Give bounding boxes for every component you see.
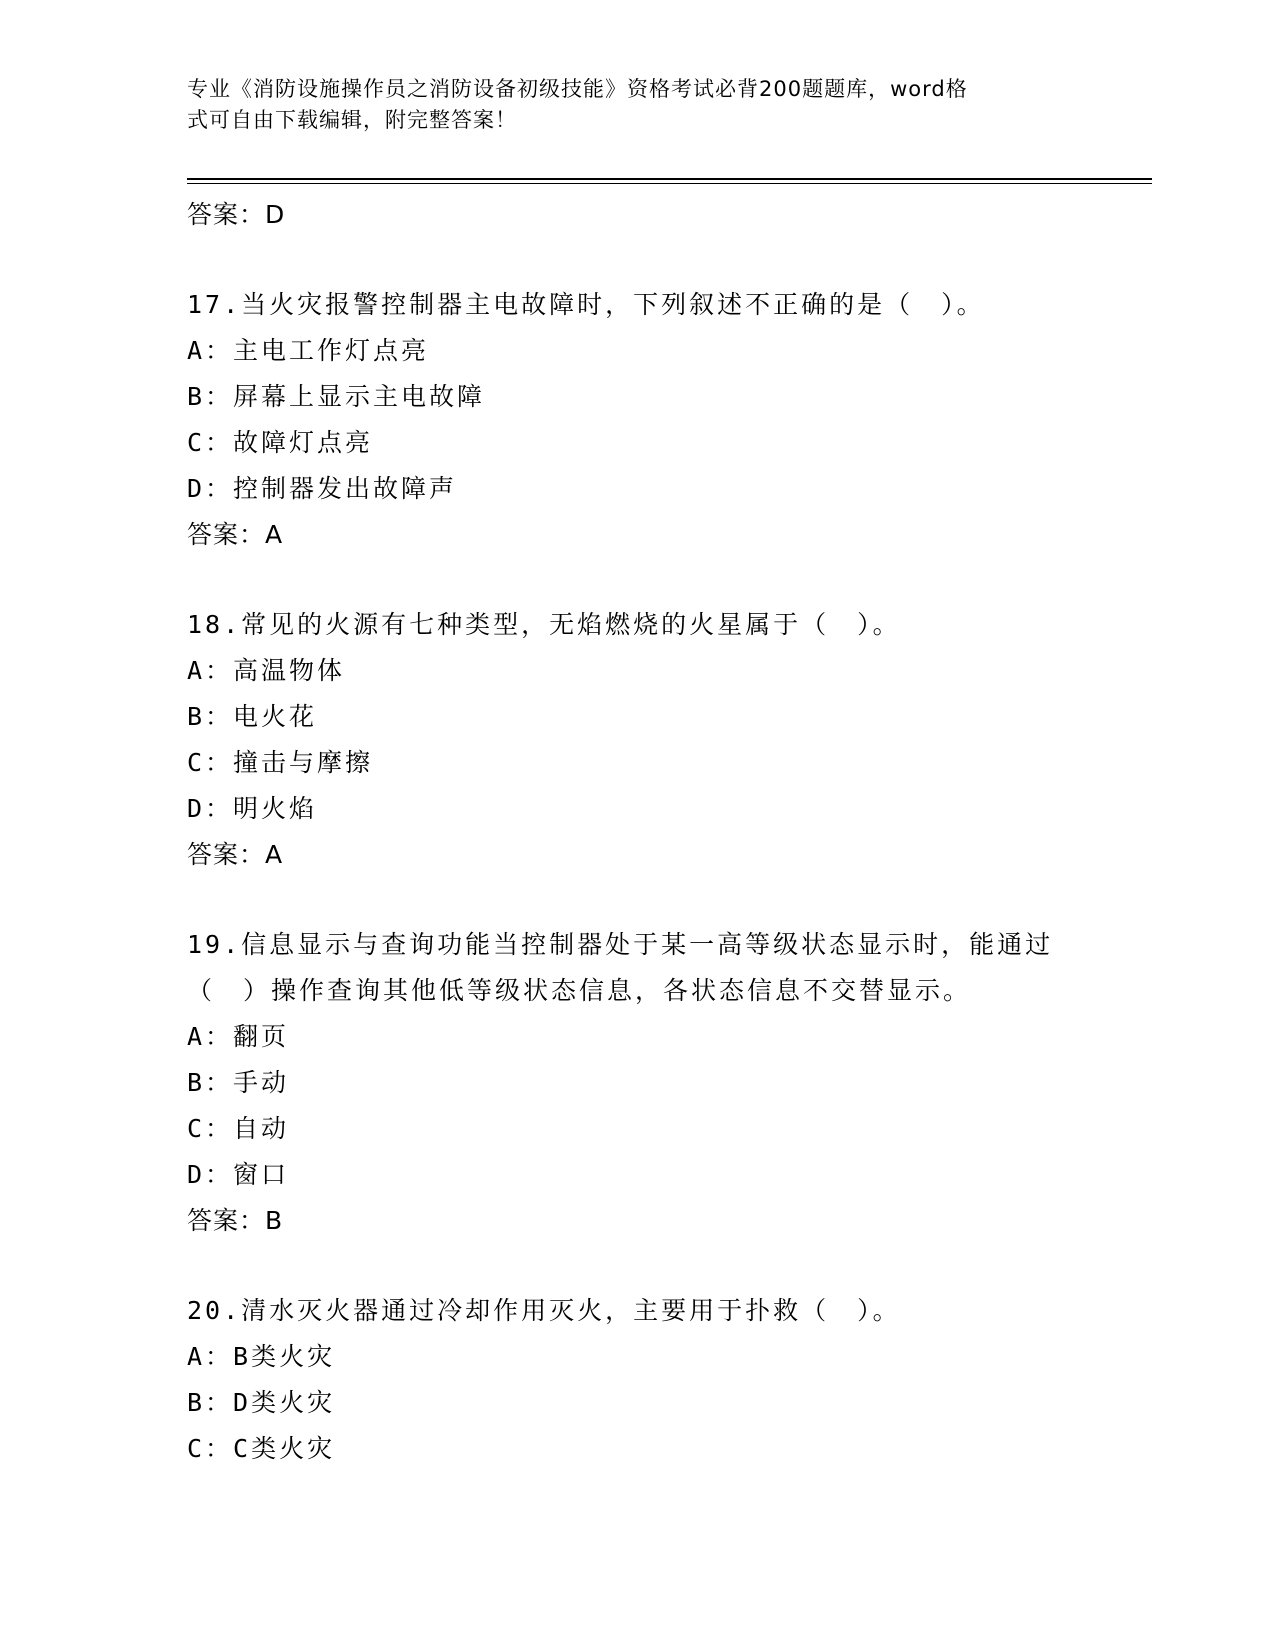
option-c: C：自动: [187, 1114, 290, 1143]
answer-line: 答案：A: [187, 520, 284, 549]
option-a: A：翻页: [187, 1022, 290, 1051]
question-text: 19.信息显示与查询功能当控制器处于某一高等级状态显示时，能通过: [187, 930, 1054, 959]
answer-line: 答案：B: [187, 1206, 284, 1235]
spacer: [187, 1244, 1087, 1288]
spacer: [187, 238, 1087, 282]
question-text: 18.常见的火源有七种类型，无焰燃烧的火星属于（ ）。: [187, 610, 901, 639]
answer-line: 答案：D: [187, 200, 286, 229]
spacer: [187, 558, 1087, 602]
option-c: C：故障灯点亮: [187, 428, 374, 457]
option-b: B：电火花: [187, 702, 318, 731]
option-b: B：手动: [187, 1068, 290, 1097]
option-d: D：窗口: [187, 1160, 290, 1189]
question-19: [187, 922, 1087, 1244]
option-d: D：控制器发出故障声: [187, 474, 458, 503]
header-divider-thin: [187, 183, 1152, 184]
option-d: D：明火焰: [187, 794, 318, 823]
question-text: 17.当火灾报警控制器主电故障时，下列叙述不正确的是（ ）。: [187, 290, 985, 319]
option-b: B：屏幕上显示主电故障: [187, 382, 486, 411]
header-line-2: 式可自由下载编辑，附完整答案！: [187, 108, 517, 132]
header-line-1: 专业《消防设施操作员之消防设备初级技能》资格考试必背200题题库，word格: [187, 77, 968, 101]
question-18: [187, 602, 1087, 878]
option-b: B：D类火灾: [187, 1388, 336, 1417]
option-c: C：撞击与摩擦: [187, 748, 374, 777]
question-20: [187, 1288, 1087, 1472]
option-a: A：B类火灾: [187, 1342, 336, 1371]
question-text: 20.清水灭火器通过冷却作用灭火，主要用于扑救（ ）。: [187, 1296, 901, 1325]
document-header: [187, 74, 1087, 136]
answer-line: 答案：A: [187, 840, 284, 869]
option-c: C：C类火灾: [187, 1434, 336, 1463]
question-17: [187, 282, 1087, 558]
option-a: A：主电工作灯点亮: [187, 336, 430, 365]
header-divider-thick: [187, 178, 1152, 180]
spacer: [187, 878, 1087, 922]
question-list: [187, 192, 1087, 1472]
option-a: A：高温物体: [187, 656, 346, 685]
question-text-continued: （ ）操作查询其他低等级状态信息，各状态信息不交替显示。: [187, 976, 972, 1005]
